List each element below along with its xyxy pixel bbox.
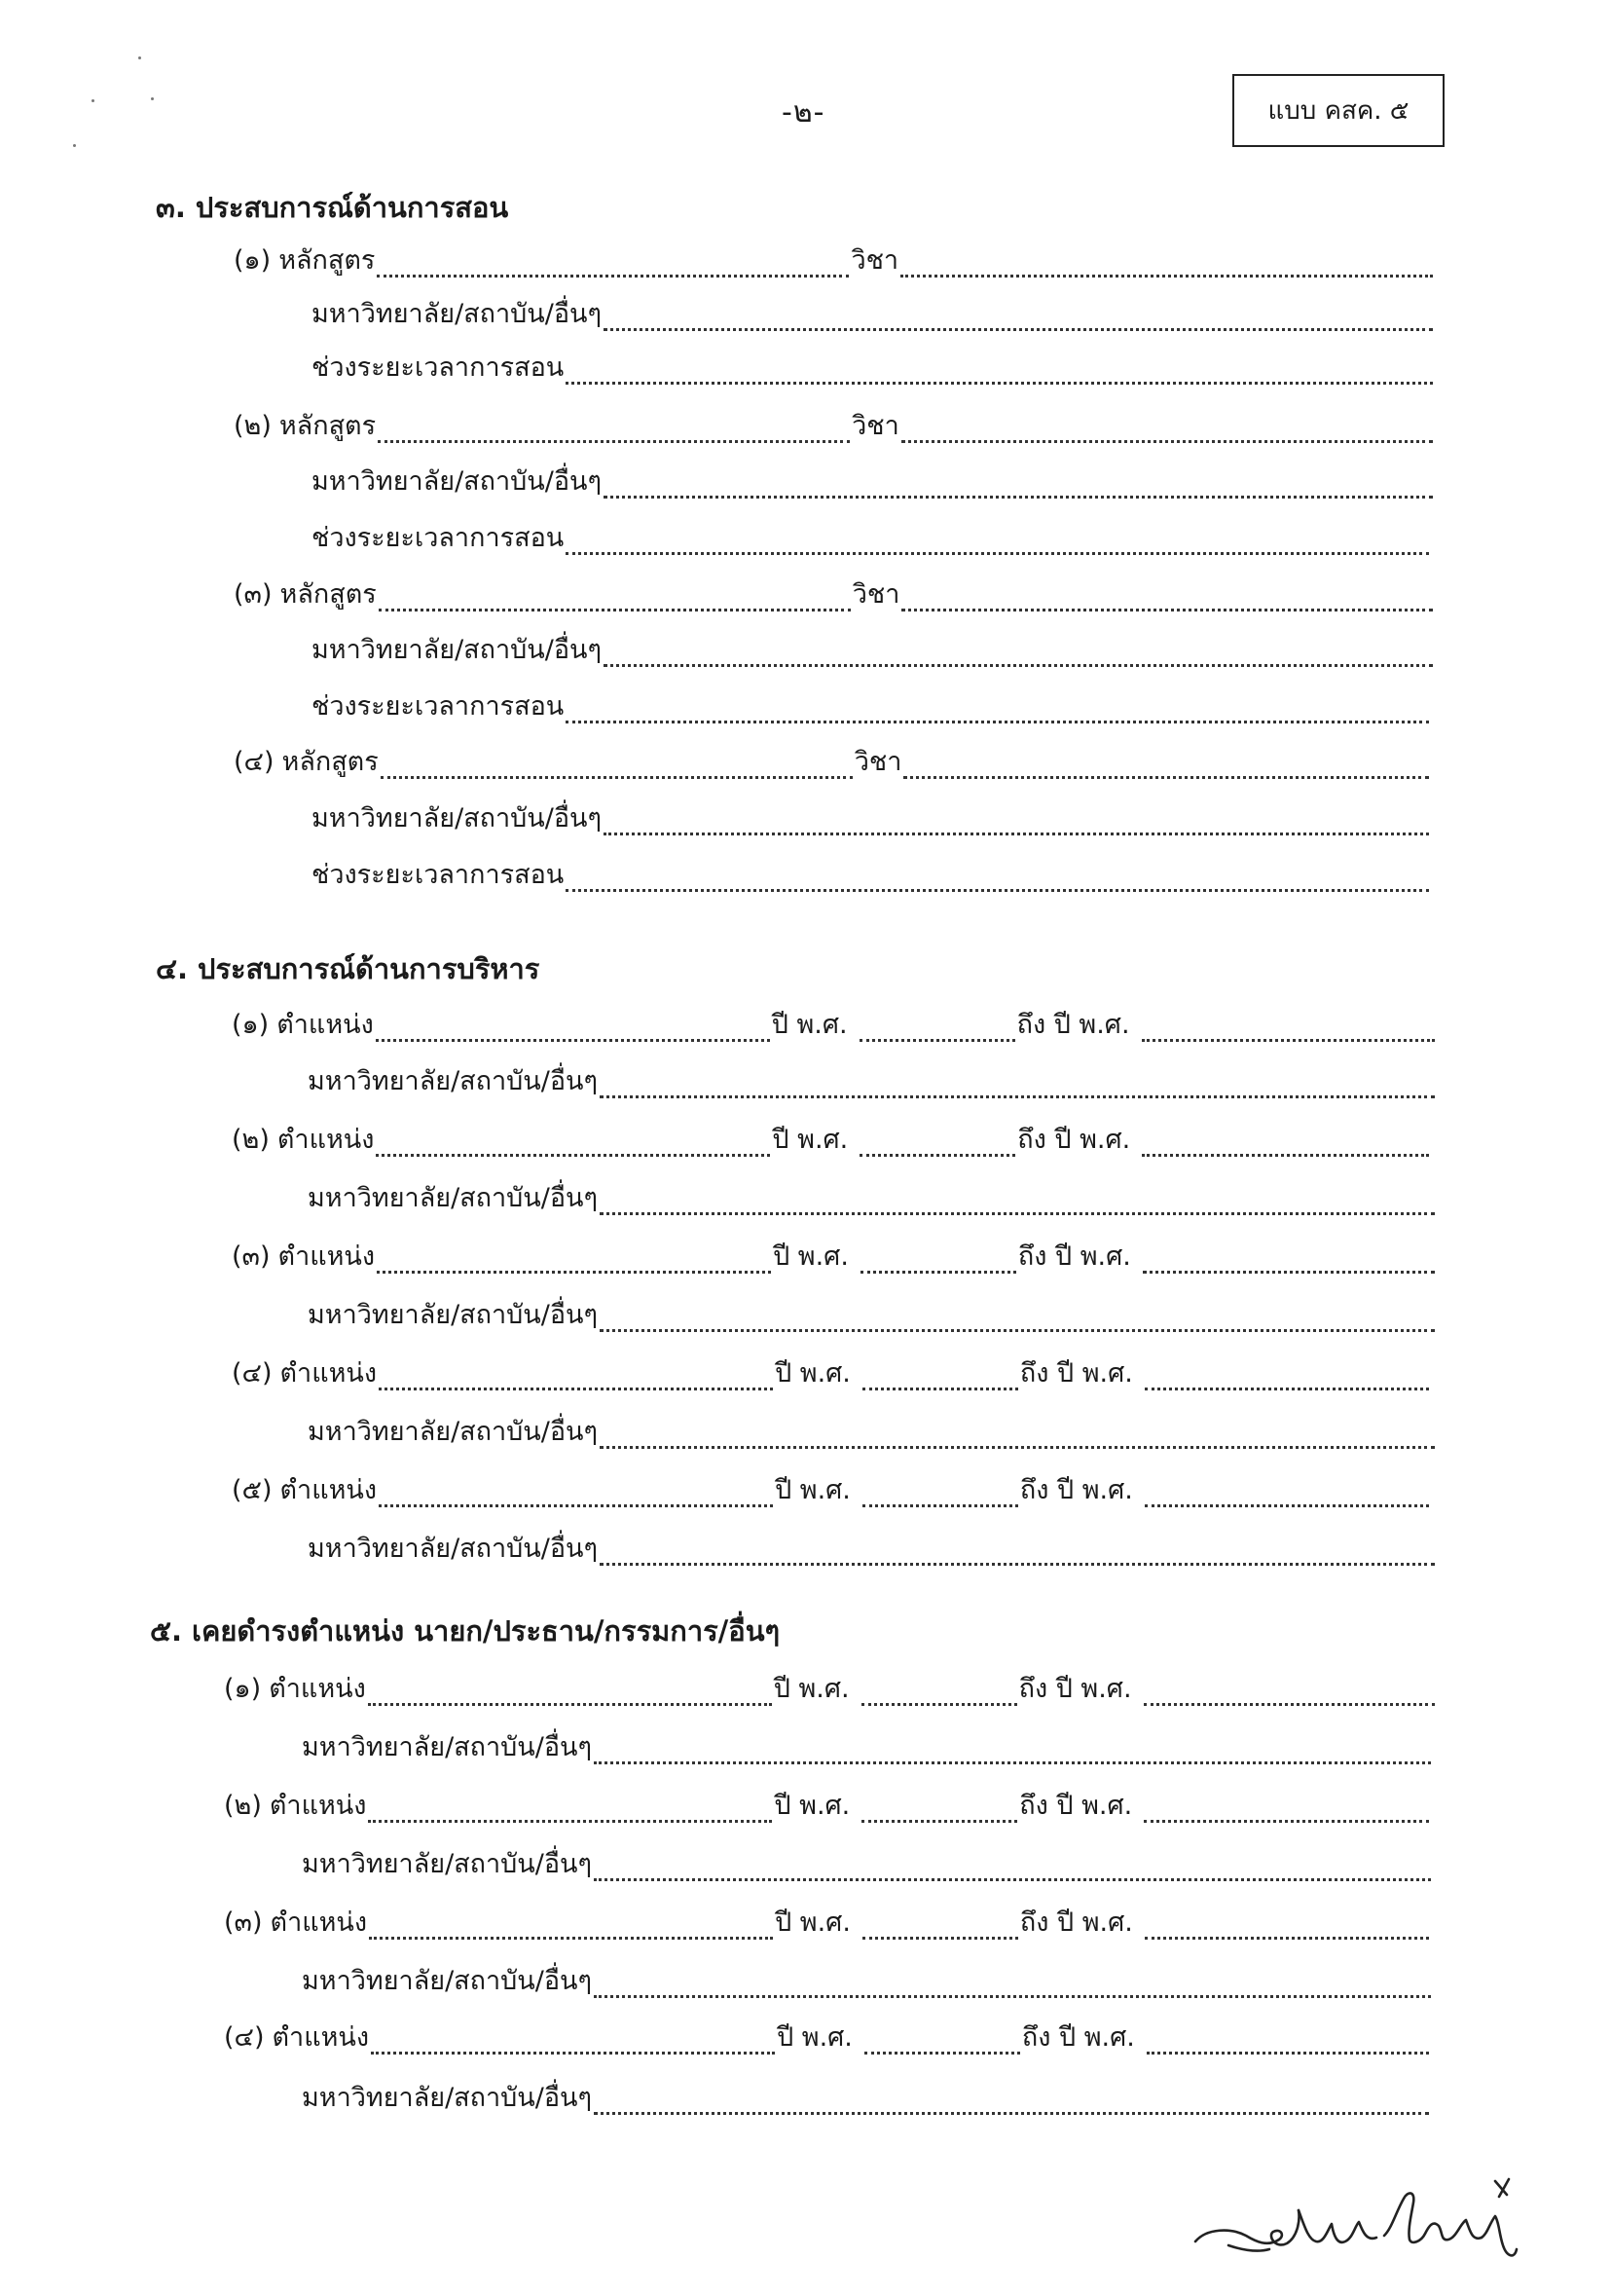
item-number: (๕) xyxy=(232,1475,273,1505)
institution-label: มหาวิทยาลัย/สถาบัน/อื่นๆ xyxy=(311,803,603,833)
committee-item-4-position-row xyxy=(224,2016,1431,2062)
section-4-heading: ๔. ประสบการณ์ด้านการบริหาร xyxy=(156,952,540,985)
year-to-field[interactable] xyxy=(1147,2052,1429,2055)
curriculum-field[interactable] xyxy=(378,440,850,443)
year-to-label: ถึง ปี พ.ศ. xyxy=(1019,1358,1133,1389)
institution-field[interactable] xyxy=(600,1563,1435,1566)
year-from-field[interactable] xyxy=(861,1703,1017,1706)
item-number: (๓) xyxy=(234,579,273,610)
committee-item-2-institution-row xyxy=(302,1842,1433,1889)
admin-item-2-institution-row xyxy=(308,1176,1437,1223)
scan-speck xyxy=(92,99,94,102)
teaching-item-4-institution-row xyxy=(311,796,1431,843)
admin-item-1-institution-row xyxy=(308,1059,1437,1106)
position-field[interactable] xyxy=(377,1271,771,1274)
teaching-item-4-curriculum-row xyxy=(234,740,1431,787)
year-to-field[interactable] xyxy=(1143,1271,1435,1274)
teaching-item-2-curriculum-row xyxy=(234,404,1435,451)
institution-field[interactable] xyxy=(604,664,1433,667)
position-label: ตำแหน่ง xyxy=(276,1010,374,1040)
item-number: (๒) xyxy=(234,411,272,441)
year-from-field[interactable] xyxy=(862,1504,1018,1507)
position-label: ตำแหน่ง xyxy=(270,1907,368,1938)
position-field[interactable] xyxy=(376,1039,770,1042)
subject-field[interactable] xyxy=(901,609,1433,611)
teaching-period-label: ช่วงระยะเวลาการสอน xyxy=(311,860,565,890)
item-number: (๔) xyxy=(234,747,275,777)
year-from-label: ปี พ.ศ. xyxy=(775,1475,851,1505)
handwritten-signature-icon xyxy=(1178,2152,1548,2269)
year-from-label: ปี พ.ศ. xyxy=(772,1125,849,1155)
teaching-item-4-period-row xyxy=(311,853,1431,900)
teaching-period-field[interactable] xyxy=(566,889,1429,892)
section-5-heading: ๕. เคยดำรงตำแหน่ง นายก/ประธาน/กรรมการ/อื่นๆ xyxy=(150,1614,781,1648)
committee-item-4-institution-row xyxy=(302,2076,1431,2123)
committee-item-1-position-row xyxy=(224,1667,1437,1714)
year-to-field[interactable] xyxy=(1144,1703,1435,1706)
institution-label: มหาวิทยาลัย/สถาบัน/อื่นๆ xyxy=(302,2083,593,2113)
year-to-label: ถึง ปี พ.ศ. xyxy=(1017,1241,1131,1272)
item-number: (๒) xyxy=(232,1125,270,1155)
section-3-heading: ๓. ประสบการณ์ด้านการสอน xyxy=(156,191,509,224)
institution-label: มหาวิทยาลัย/สถาบัน/อื่นๆ xyxy=(311,635,603,665)
institution-label: มหาวิทยาลัย/สถาบัน/อื่นๆ xyxy=(311,466,603,497)
position-field[interactable] xyxy=(379,1388,773,1390)
form-code-label: แบบ คสค. ๕ xyxy=(1267,96,1410,126)
curriculum-label: หลักสูตร xyxy=(279,579,377,610)
teaching-item-2-institution-row xyxy=(311,460,1435,506)
subject-label: วิชา xyxy=(854,747,902,777)
item-number: (๔) xyxy=(232,1358,273,1389)
admin-item-3-position-row xyxy=(232,1235,1437,1281)
institution-field[interactable] xyxy=(594,1761,1431,1764)
institution-label: มหาวิทยาลัย/สถาบัน/อื่นๆ xyxy=(308,1417,599,1447)
admin-item-2-position-row xyxy=(232,1118,1431,1165)
institution-field[interactable] xyxy=(600,1212,1435,1215)
year-from-field[interactable] xyxy=(861,1820,1017,1823)
curriculum-field[interactable] xyxy=(377,275,849,278)
institution-field[interactable] xyxy=(600,1329,1435,1332)
item-number: (๓) xyxy=(224,1907,263,1938)
institution-label: มหาวิทยาลัย/สถาบัน/อื่นๆ xyxy=(308,1534,599,1564)
year-to-label: ถึง ปี พ.ศ. xyxy=(1017,1125,1131,1155)
admin-item-5-position-row xyxy=(232,1468,1431,1515)
teaching-period-field[interactable] xyxy=(566,382,1433,385)
item-number: (๑) xyxy=(224,1674,262,1704)
position-field[interactable] xyxy=(371,2052,775,2055)
institution-label: มหาวิทยาลัย/สถาบัน/อื่นๆ xyxy=(308,1066,599,1096)
year-to-label: ถึง ปี พ.ศ. xyxy=(1019,1907,1133,1938)
item-number: (๒) xyxy=(224,1791,262,1821)
scan-speck xyxy=(151,97,154,100)
institution-field[interactable] xyxy=(594,1878,1431,1881)
position-label: ตำแหน่ง xyxy=(272,2022,370,2053)
year-from-label: ปี พ.ศ. xyxy=(773,1241,849,1272)
position-label: ตำแหน่ง xyxy=(279,1475,378,1505)
teaching-item-3-period-row xyxy=(311,685,1431,731)
year-from-label: ปี พ.ศ. xyxy=(775,1358,851,1389)
item-number: (๑) xyxy=(232,1010,270,1040)
year-to-label: ถึง ปี พ.ศ. xyxy=(1019,1791,1133,1821)
committee-item-3-institution-row xyxy=(302,1959,1433,2006)
year-from-field[interactable] xyxy=(862,1937,1018,1940)
curriculum-field[interactable] xyxy=(381,776,853,779)
teaching-item-1-institution-row xyxy=(311,292,1435,339)
teaching-item-2-period-row xyxy=(311,516,1431,563)
committee-item-3-position-row xyxy=(224,1901,1431,1947)
admin-item-4-position-row xyxy=(232,1352,1431,1398)
institution-field[interactable] xyxy=(594,1995,1431,1998)
year-from-label: ปี พ.ศ. xyxy=(777,2022,853,2053)
year-from-label: ปี พ.ศ. xyxy=(773,1674,850,1704)
teaching-period-field[interactable] xyxy=(566,552,1429,555)
year-from-label: ปี พ.ศ. xyxy=(771,1010,848,1040)
institution-field[interactable] xyxy=(600,1095,1435,1098)
scan-speck xyxy=(138,56,141,59)
scan-speck xyxy=(73,144,76,147)
year-to-field[interactable] xyxy=(1145,1504,1429,1507)
teaching-period-field[interactable] xyxy=(566,721,1429,723)
position-field[interactable] xyxy=(369,1937,773,1940)
teaching-period-label: ช่วงระยะเวลาการสอน xyxy=(311,352,565,383)
teaching-period-label: ช่วงระยะเวลาการสอน xyxy=(311,691,565,722)
curriculum-label: หลักสูตร xyxy=(278,245,376,276)
year-from-label: ปี พ.ศ. xyxy=(775,1907,851,1938)
subject-label: วิชา xyxy=(852,411,899,441)
position-label: ตำแหน่ง xyxy=(269,1674,366,1704)
teaching-period-label: ช่วงระยะเวลาการสอน xyxy=(311,523,565,553)
year-to-label: ถึง ปี พ.ศ. xyxy=(1021,2022,1135,2053)
position-field[interactable] xyxy=(368,1820,772,1823)
year-from-field[interactable] xyxy=(862,1388,1018,1390)
position-label: ตำแหน่ง xyxy=(276,1125,375,1155)
institution-label: มหาวิทยาลัย/สถาบัน/อื่นๆ xyxy=(308,1300,599,1330)
teaching-item-3-institution-row xyxy=(311,628,1435,675)
year-to-field[interactable] xyxy=(1144,1820,1429,1823)
subject-field[interactable] xyxy=(901,440,1433,443)
year-to-label: ถึง ปี พ.ศ. xyxy=(1018,1674,1132,1704)
year-to-field[interactable] xyxy=(1142,1039,1435,1042)
institution-label: มหาวิทยาลัย/สถาบัน/อื่นๆ xyxy=(311,299,603,329)
year-to-field[interactable] xyxy=(1145,1937,1429,1940)
institution-field[interactable] xyxy=(604,496,1433,499)
item-number: (๑) xyxy=(234,245,272,276)
committee-item-1-institution-row xyxy=(302,1725,1433,1772)
year-from-field[interactable] xyxy=(860,1039,1015,1042)
item-number: (๓) xyxy=(232,1241,271,1272)
form-code-box xyxy=(1232,74,1445,147)
subject-field[interactable] xyxy=(903,776,1429,779)
position-field[interactable] xyxy=(368,1703,772,1706)
subject-field[interactable] xyxy=(900,275,1433,278)
admin-item-5-institution-row xyxy=(308,1527,1437,1574)
institution-label: มหาวิทยาลัย/สถาบัน/อื่นๆ xyxy=(302,1966,593,1996)
teaching-item-3-curriculum-row xyxy=(234,573,1435,619)
admin-item-1-position-row xyxy=(232,1003,1437,1050)
institution-field[interactable] xyxy=(594,2112,1429,2115)
year-from-label: ปี พ.ศ. xyxy=(774,1791,851,1821)
position-label: ตำแหน่ง xyxy=(277,1241,376,1272)
position-field[interactable] xyxy=(376,1154,770,1157)
curriculum-field[interactable] xyxy=(379,609,851,611)
year-to-label: ถึง ปี พ.ศ. xyxy=(1016,1010,1130,1040)
institution-field[interactable] xyxy=(600,1446,1435,1449)
subject-label: วิชา xyxy=(851,245,899,276)
position-field[interactable] xyxy=(379,1504,773,1507)
year-to-label: ถึง ปี พ.ศ. xyxy=(1019,1475,1133,1505)
institution-field[interactable] xyxy=(604,328,1433,331)
position-label: ตำแหน่ง xyxy=(279,1358,378,1389)
curriculum-label: หลักสูตร xyxy=(278,411,377,441)
year-from-field[interactable] xyxy=(860,1271,1016,1274)
item-number: (๔) xyxy=(224,2022,265,2053)
institution-field[interactable] xyxy=(604,833,1429,835)
page-number: -๒- xyxy=(782,95,825,130)
teaching-item-1-period-row xyxy=(311,346,1435,392)
position-label: ตำแหน่ง xyxy=(269,1791,367,1821)
year-from-field[interactable] xyxy=(864,2052,1020,2055)
year-to-field[interactable] xyxy=(1145,1388,1429,1390)
institution-label: มหาวิทยาลัย/สถาบัน/อื่นๆ xyxy=(308,1183,599,1213)
institution-label: มหาวิทยาลัย/สถาบัน/อื่นๆ xyxy=(302,1849,593,1879)
teaching-item-1-curriculum-row xyxy=(234,239,1435,285)
year-from-field[interactable] xyxy=(860,1154,1015,1157)
subject-label: วิชา xyxy=(852,579,900,610)
curriculum-label: หลักสูตร xyxy=(281,747,379,777)
admin-item-4-institution-row xyxy=(308,1410,1437,1457)
admin-item-3-institution-row xyxy=(308,1293,1437,1340)
institution-label: มหาวิทยาลัย/สถาบัน/อื่นๆ xyxy=(302,1732,593,1762)
year-to-field[interactable] xyxy=(1142,1154,1429,1157)
committee-item-2-position-row xyxy=(224,1784,1431,1831)
